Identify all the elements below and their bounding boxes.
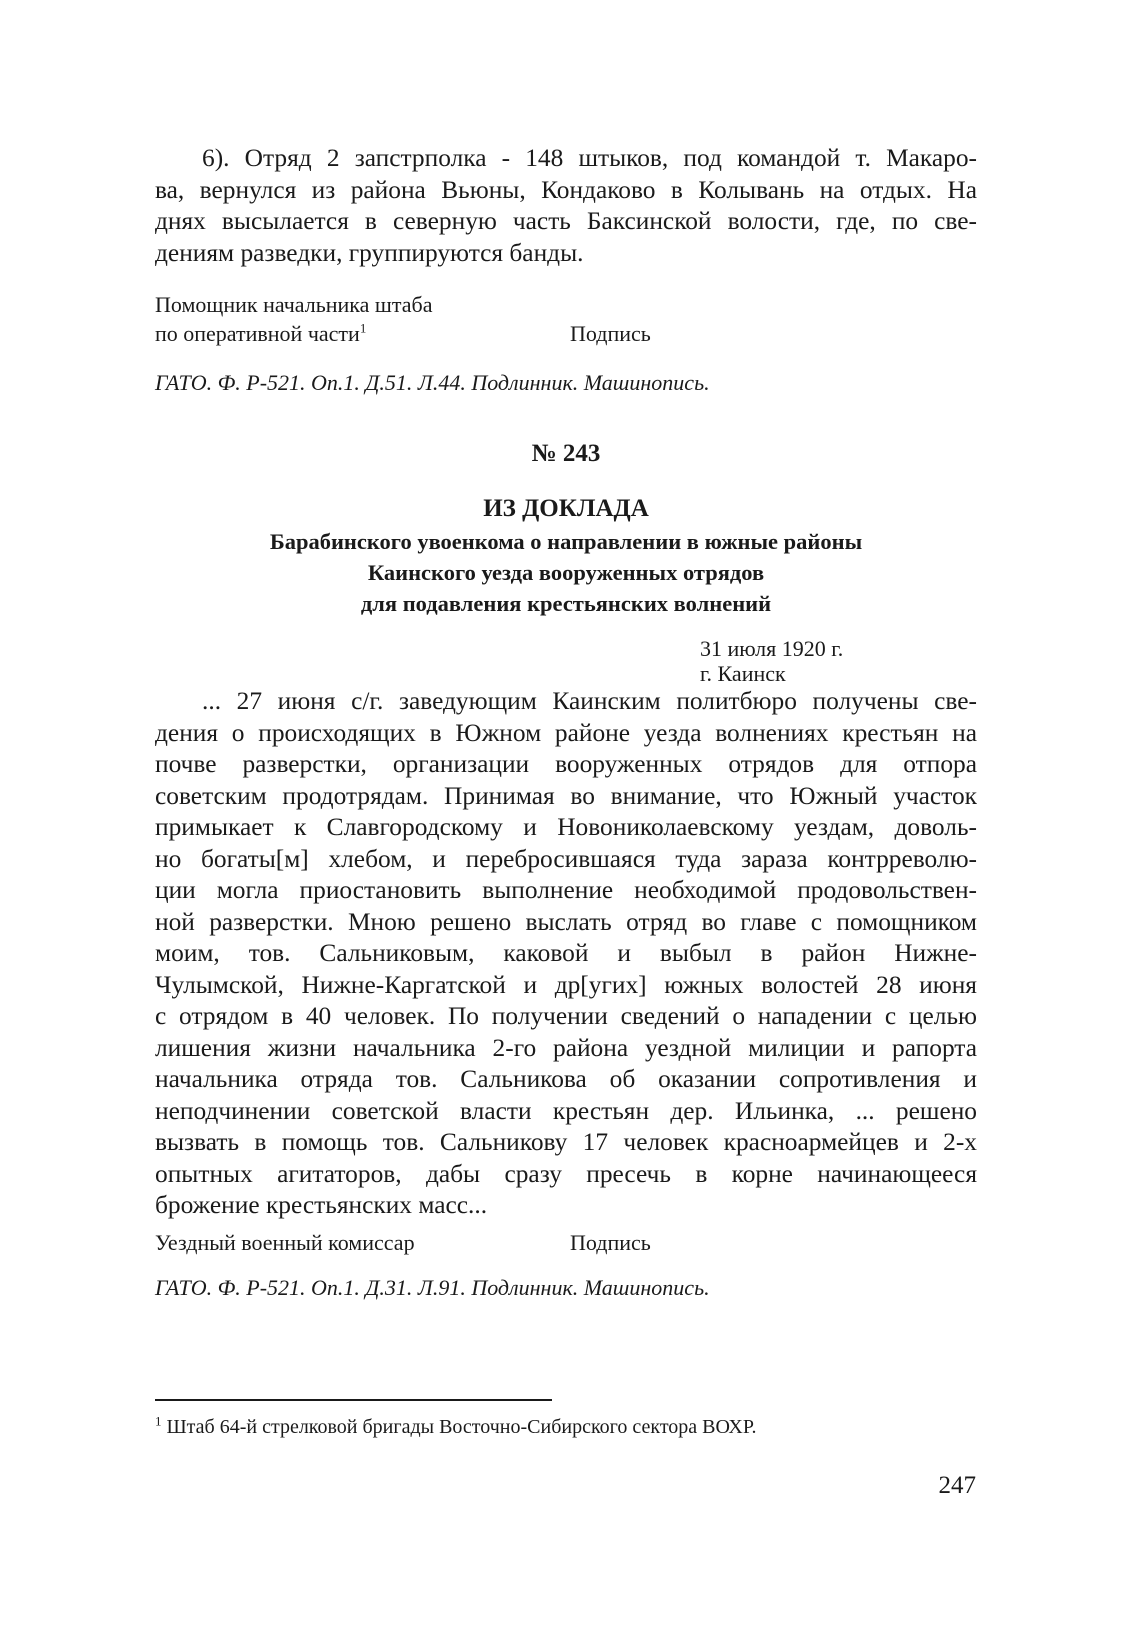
subtitle-line: для подавления крестьянских волнений [360,591,772,616]
text-line: вызвать в помощь тов. Сальникову 17 человек красноармейцев и 2-х [155,1128,977,1156]
archive-source-2: ГАТО. Ф. Р-521. Оп.1. Д.31. Л.91. Подлинник. Машинопись. [155,1275,710,1300]
text-line: ной разверстки. Мною решено выслать отряд во главе с помощником [155,907,977,936]
footnote-reference: 1 [359,320,367,336]
text-line: Чулымской, Нижне-Каргатской и др[угих] южных волостей 28 июня [155,970,977,999]
document-title: ИЗ ДОКЛАДА [483,495,649,522]
document-body [155,686,977,1222]
dateline [155,636,977,686]
signer-title-line2: по оперативной части [155,321,360,346]
signature-block-2 [155,1228,977,1257]
document-number: № 243 [531,440,601,467]
text-line: днях высылается в северную часть Баксинской волости, где, по све- [155,207,977,235]
text-line: начальника отряда тов. Сальникова об оказании сопротивления и [155,1065,977,1093]
document-subtitle [155,526,977,619]
footnote [155,1414,756,1440]
text-line: моим, тов. Сальниковым, каковой и выбыл в район Нижне- [155,939,977,967]
document-place: г. Каинск [700,661,786,686]
text-line: лишения жизни начальника 2-го района уездной милиции и рапорта [155,1033,977,1062]
text-line: брожение крестьянских масс... [155,1191,488,1219]
signer-title-line1: Помощник начальника штаба [155,292,433,317]
text-line: дения о происходящих в Южном районе уезда волнениях крестьян на [155,718,977,747]
text-line: 6). Отряд 2 запстрполка - 148 штыков, под командой т. Макаро- [202,144,977,172]
footnote-mark: 1 [155,1413,162,1429]
signature-label: Подпись [570,1230,651,1255]
text-line: ции могла приостановить выполнение необходимой продовольствен- [155,876,977,904]
signature-block-1 [155,290,977,348]
signature-label: Подпись [570,321,651,346]
footnote-text: Штаб 64-й стрелковой бригады Восточно-Сибирского сектора ВОХР. [166,1416,757,1438]
footnote-divider [155,1399,552,1401]
text-line: почве разверстки, организации вооруженных отрядов для отпора [155,750,977,778]
page-number: 247 [938,1472,976,1499]
archive-source-1: ГАТО. Ф. Р-521. Оп.1. Д.51. Л.44. Подлинник. Машинопись. [155,370,710,395]
signer-title-line2-wrap [155,319,977,348]
text-line: советским продотрядам. Принимая во внимание, что Южный участок [155,781,977,810]
document-date: 31 июля 1920 г. [700,636,844,661]
subtitle-line: Каинского уезда вооруженных отрядов [367,560,765,585]
text-line: с отрядом в 40 человек. По получении сведений о нападении с целью [155,1002,977,1030]
subtitle-line: Барабинского увоенкома о направлении в южные районы [269,529,863,554]
text-line: ... 27 июня с/г. заведующим Каинским политбюро получены све- [202,687,977,715]
text-line: ва, вернулся из района Вьюны, Кондаково в Колывань на отдых. На [155,175,977,204]
text-line: примыкает к Славгородскому и Новониколаевскому уездам, доволь- [155,813,977,841]
text-line: но богаты[м] хлебом, и перебросившаяся туда зараза контрреволю- [155,844,977,873]
text-line: неподчинении советской власти крестьян дер. Ильинка, ... решено [155,1096,977,1125]
signer-title: Уездный военный комиссар [155,1230,415,1255]
text-line: опытных агитаторов, дабы сразу пресечь в корне начинающееся [155,1159,977,1188]
paragraph-detachment-report [155,143,977,269]
text-line: дениям разведки, группируются банды. [155,238,584,267]
